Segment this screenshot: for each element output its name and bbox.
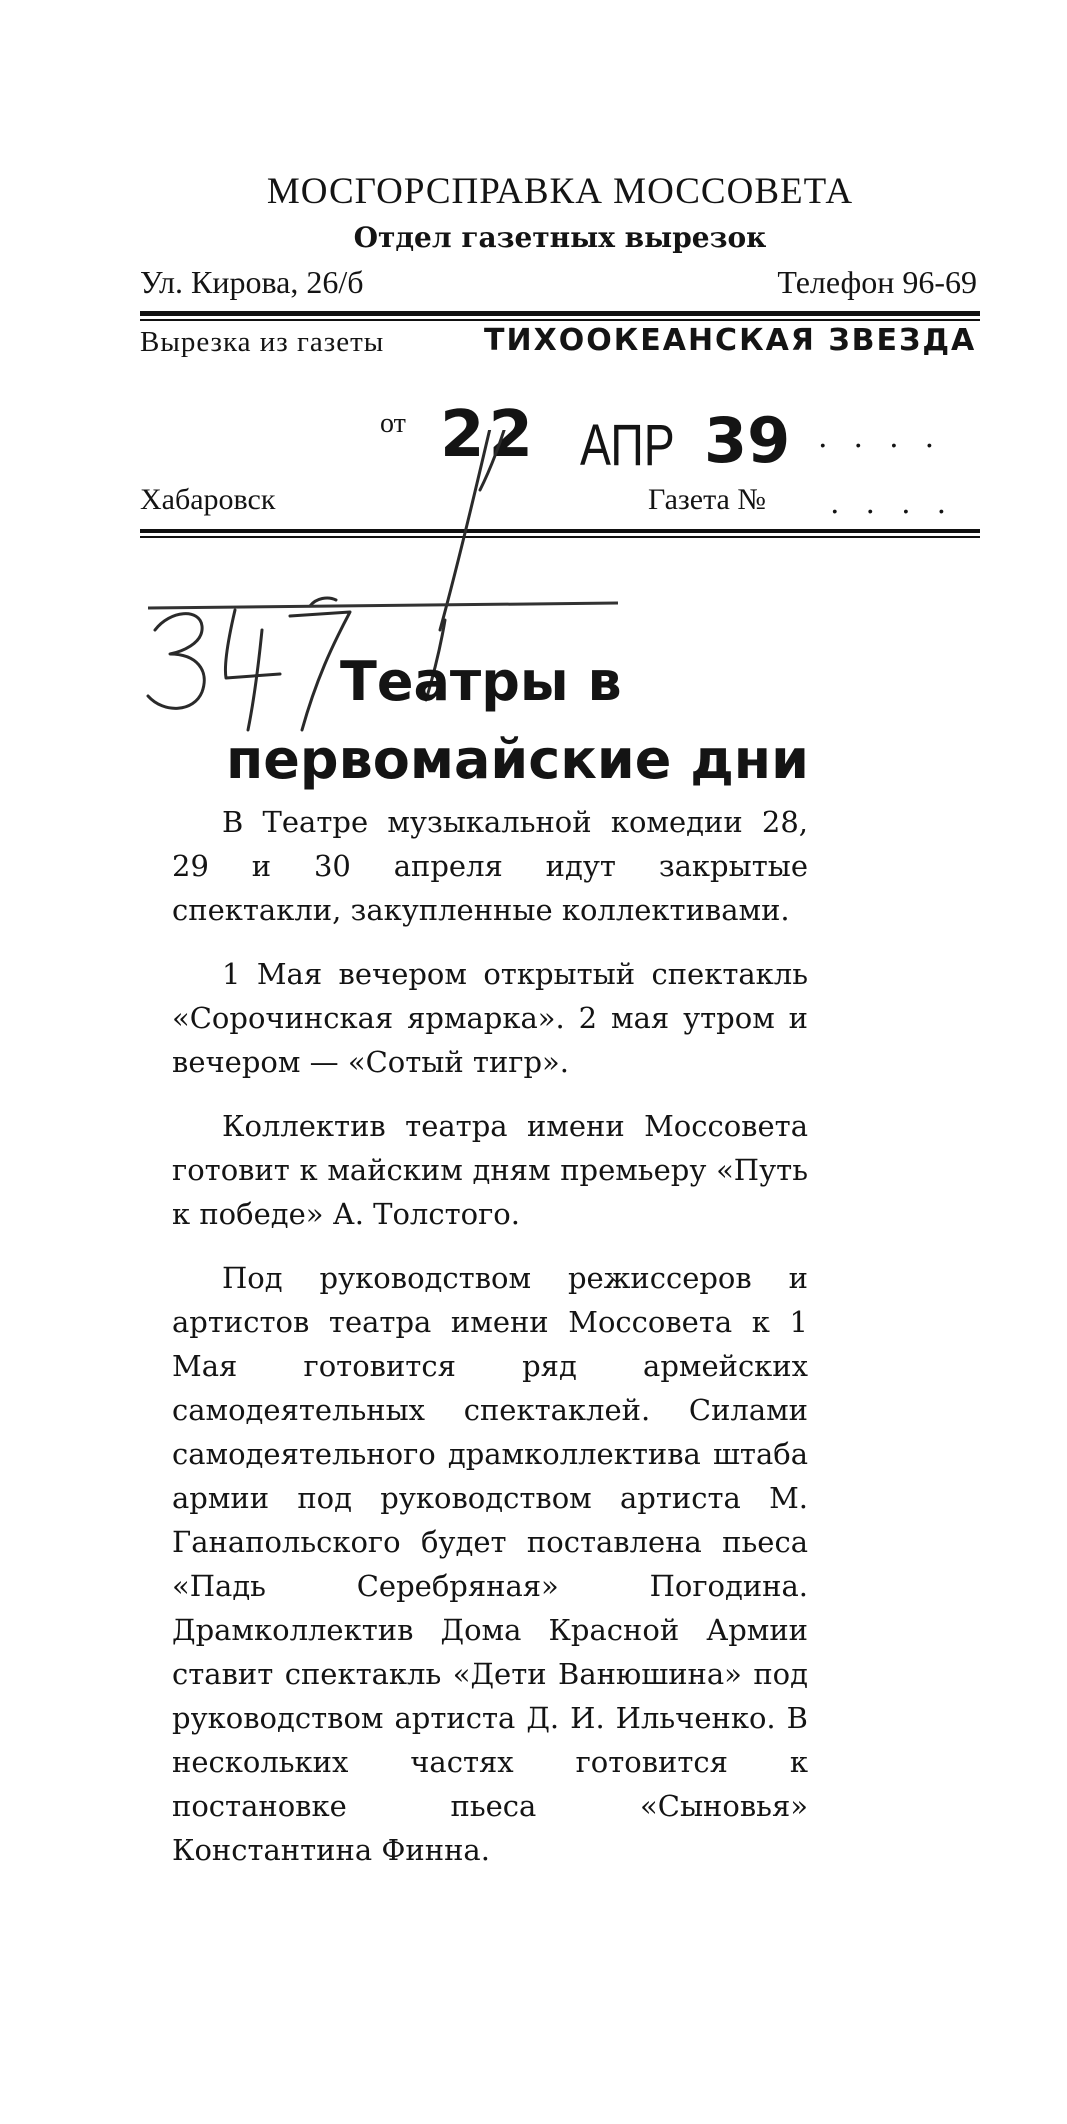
date-day-stamp: 22 (440, 398, 538, 472)
newspaper-name: ТИХООКЕАНСКАЯ ЗВЕЗДА (484, 323, 977, 358)
stamp-bottom-divider (140, 529, 980, 533)
article-paragraph: В Театре музыкальной комедии 28, 29 и 30 апреля идут закрытые спектакли, закупленные коллективами. (172, 805, 808, 927)
stamp-bottom-divider-thin (140, 536, 980, 538)
article-headline-line2: первомайские дни (226, 728, 809, 791)
article-body (172, 800, 808, 1892)
header-divider-thin (140, 319, 980, 321)
gazeta-number-label: Газета № (648, 483, 766, 516)
dotted-fill-bottom: .... (830, 486, 973, 521)
phone-text: Телефон 96-69 (777, 264, 977, 300)
clipping-from-label: Вырезка из газеты (140, 326, 385, 358)
department-subtitle: Отдел газетных вырезок (353, 221, 767, 254)
city-text: Хабаровск (140, 483, 276, 516)
date-year-stamp: 39 (704, 404, 791, 477)
organization-title: МОСГОРСПРАВКА МОССОВЕТА (266, 171, 854, 212)
article-headline-line1: Театры в (340, 650, 622, 713)
header-divider (140, 311, 980, 316)
article-paragraph: 1 Мая вечером открытый спектакль «Сорочинская ярмарка». 2 мая утром и вечером — «Сотый тигр». (172, 957, 808, 1079)
address-text: Ул. Кирова, 26/б (140, 264, 364, 300)
article-paragraph: Под руководством режиссеров и артистов театра имени Моссовета к 1 Мая готовится ряд армейских самодеятельных спектаклей. Силами самодеятельного драмколлектива штаба армии под руководством артиста М. Ганапольского будет поставлена пьеса «Падь Серебряная» Погодина. Драмколлектив Дома Красной Армии ставит спектакль «Дети Ванюшина» под руководством артиста Д. И. Ильченко. В нескольких частях готовится к постановке пьеса «Сыновья» Константина Финна. (172, 1261, 808, 1867)
date-month-stamp: АПР (580, 413, 675, 478)
date-prefix: от (380, 408, 406, 439)
dotted-fill-top: .... (818, 420, 961, 455)
article-paragraph: Коллектив театра имени Моссовета готовит к майским дням премьеру «Путь к победе» А. Толстого. (172, 1109, 808, 1231)
clipping-top-rule (148, 602, 618, 610)
